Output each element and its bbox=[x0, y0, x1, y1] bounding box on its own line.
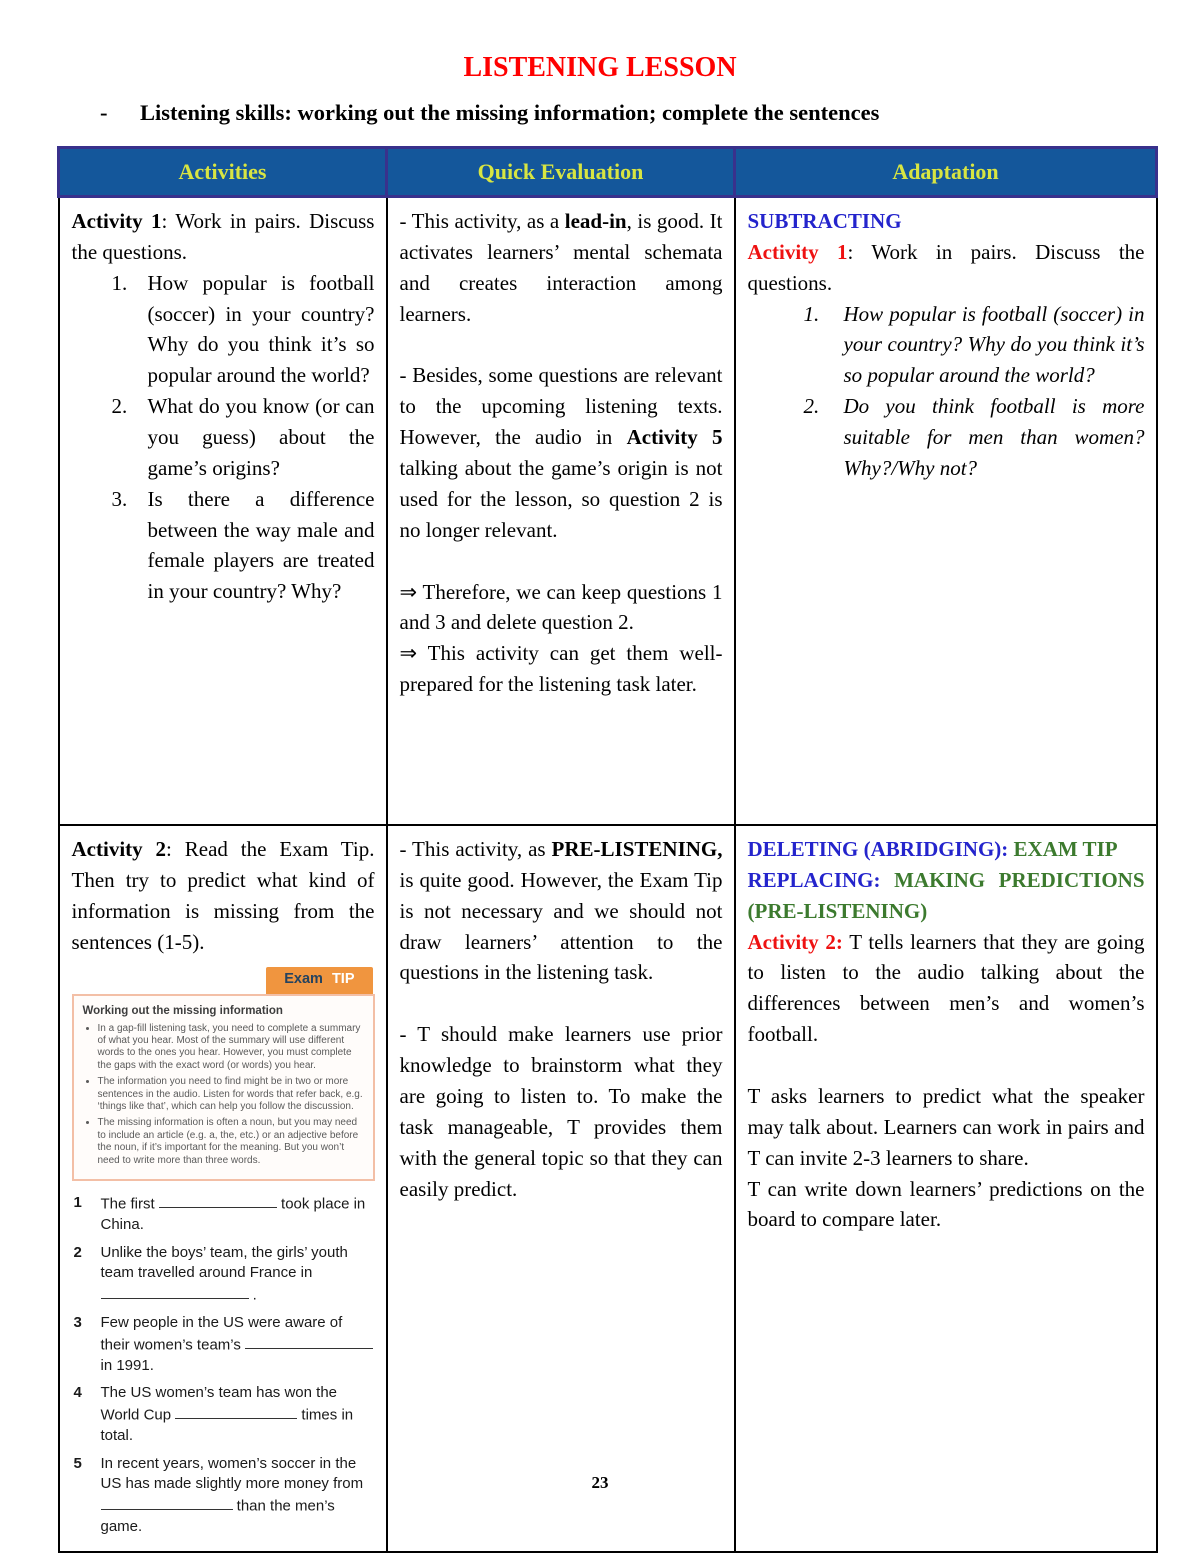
blank-line bbox=[159, 1193, 277, 1208]
adaptation-strategy-heading: SUBTRACTING bbox=[747, 209, 902, 233]
adaptation-question-list bbox=[748, 299, 1145, 484]
adaptation-paragraph: T asks learners to predict what the speaker may talk about. Learners can work in pairs and T can invite 2-3 learners to share. bbox=[747, 1084, 1145, 1170]
blank-line bbox=[175, 1404, 297, 1419]
list-item: 1. How popular is football (soccer) in your country? Why do you think it’s so popular around the world? bbox=[111, 270, 375, 388]
list-item: 2. What do you know (or can you guess) about the game’s origins? bbox=[111, 394, 375, 480]
activity-2-intro: Activity 2: Read the Exam Tip. Then try to predict what kind of information is missing from the sentences (1-5). bbox=[71, 837, 375, 954]
list-item: 1. How popular is football (soccer) in your country? Why do you think it’s so popular around the world? bbox=[803, 301, 1145, 388]
blank-line bbox=[245, 1334, 373, 1349]
sentence-item: 3 Few people in the US were aware of their women’s team’s in 1991. bbox=[74, 1313, 375, 1376]
column-header-quick-evaluation: Quick Evaluation bbox=[387, 148, 735, 197]
evaluation-conclusion: ⇒ This activity can get them well-prepared for the listening task later. bbox=[399, 641, 723, 697]
exam-tip-heading: Working out the missing information bbox=[82, 1004, 283, 1017]
adaptation-activity-2-intro: Activity 2: T tells learners that they are going to listen to the audio talking about the differences between men’s and women’s football. bbox=[747, 929, 1145, 1047]
sentence-item: 1 The first took place in China. bbox=[73, 1193, 366, 1233]
exam-tip-tab-exam-label: Exam bbox=[284, 971, 323, 988]
table-row-activity-1 bbox=[59, 197, 1157, 826]
subtitle-text: Listening skills: working out the missing information; complete the sentences bbox=[140, 100, 880, 125]
evaluation-paragraph: - This activity, as a lead-in, is good. It activates learners’ mental schemata and creates interaction among learners. bbox=[399, 209, 723, 326]
exam-tip-bullet: • In a gap-fill listening task, you need to complete a summary of what you hear. Most of the summary will use different words to the ones you hear. However, you must complete the gaps with the exact word (or words) you hear. bbox=[98, 1023, 364, 1073]
cell-adaptation-row1 bbox=[735, 197, 1157, 826]
blank-line bbox=[101, 1495, 233, 1510]
subtitle bbox=[100, 100, 1200, 126]
exam-tip-bullet-list bbox=[83, 1023, 364, 1167]
exam-tip-bullet: • The missing information is often a noun, but you may need to include an article (e.g. a, the, etc.) or an adjective before the noun, if it’s important for the meaning. But you won’t need to write more than three words. bbox=[98, 1117, 364, 1167]
adaptation-paragraph: T can write down learners’ predictions on the board to compare later. bbox=[747, 1176, 1145, 1232]
cell-adaptation-row2 bbox=[735, 825, 1157, 1552]
evaluation-conclusion: ⇒ Therefore, we can keep questions 1 and 3 and delete question 2. bbox=[399, 579, 723, 635]
cell-evaluation-row1 bbox=[387, 197, 735, 826]
activity-1-label: Activity 1 bbox=[747, 239, 848, 264]
adaptation-activity-1-intro: Activity 1: Work in pairs. Discuss the questions. bbox=[747, 239, 1145, 295]
sentence-item: 5 In recent years, women’s soccer in the US has made slightly more money from than the men’s game. bbox=[73, 1454, 364, 1535]
cell-evaluation-row2 bbox=[387, 825, 735, 1552]
page-title: LISTENING LESSON bbox=[463, 52, 737, 83]
table-header-row bbox=[59, 148, 1157, 197]
page-number: 23 bbox=[591, 1473, 609, 1492]
activity-1-intro: Activity 1: Work in pairs. Discuss the questions. bbox=[71, 209, 375, 264]
exam-tip-box bbox=[72, 994, 375, 1181]
activity-2-label: Activity 2 bbox=[71, 837, 167, 861]
list-item: 2. Do you think football is more suitable for men than women? Why?/Why not? bbox=[803, 394, 1145, 480]
activity-1-label: Activity 1 bbox=[71, 209, 162, 233]
cell-activities-row1 bbox=[59, 197, 387, 826]
column-header-activities: Activities bbox=[59, 148, 387, 197]
subtitle-dash: - bbox=[100, 100, 108, 125]
exam-tip-tab-tip-label: TIP bbox=[331, 971, 355, 988]
table-row-activity-2 bbox=[59, 825, 1157, 1552]
activity-1-question-list bbox=[72, 268, 375, 607]
exam-tip-tab bbox=[266, 967, 372, 993]
evaluation-paragraph: - T should make learners use prior knowledge to brainstorm what they are going to listen to. To make the task manageable, T provides them with the general topic so that they can easily predict. bbox=[399, 1022, 723, 1201]
sentence-item: 4 The US women’s team has won the World Cup times in total. bbox=[73, 1384, 354, 1444]
lesson-plan-table bbox=[57, 146, 1158, 1553]
column-header-adaptation: Adaptation bbox=[735, 148, 1157, 197]
adaptation-strategy-heading: REPLACING: MAKING PREDICTIONS (PRE-LISTENING) bbox=[747, 867, 1145, 923]
blank-line bbox=[101, 1284, 249, 1299]
exam-tip-image bbox=[72, 967, 375, 1181]
sentence-item: 2 Unlike the boys’ team, the girls’ youth team travelled around France in . bbox=[73, 1243, 348, 1304]
exam-tip-bullet: • The information you need to find might be in two or more sentences in the audio. Listen for words that refer back, e.g. ‘things like that’, which can help you follow the discussion. bbox=[98, 1076, 364, 1113]
activity-2-label: Activity 2: bbox=[747, 929, 843, 954]
evaluation-paragraph: - This activity, as PRE-LISTENING, is quite good. However, the Exam Tip is not necessary and we should not draw learners’ attention to the questions in the listening task. bbox=[399, 837, 723, 985]
cell-activities-row2 bbox=[59, 825, 387, 1552]
list-item: 3. Is there a difference between the way male and female players are treated in your country? Why? bbox=[111, 486, 375, 604]
evaluation-paragraph: - Besides, some questions are relevant to the upcoming listening texts. However, the audio in Activity 5 talking about the game’s origin is not used for the lesson, so question 2 is no longer relevant. bbox=[399, 363, 723, 542]
adaptation-strategy-heading: DELETING (ABRIDGING): EXAM TIP bbox=[747, 837, 1118, 861]
